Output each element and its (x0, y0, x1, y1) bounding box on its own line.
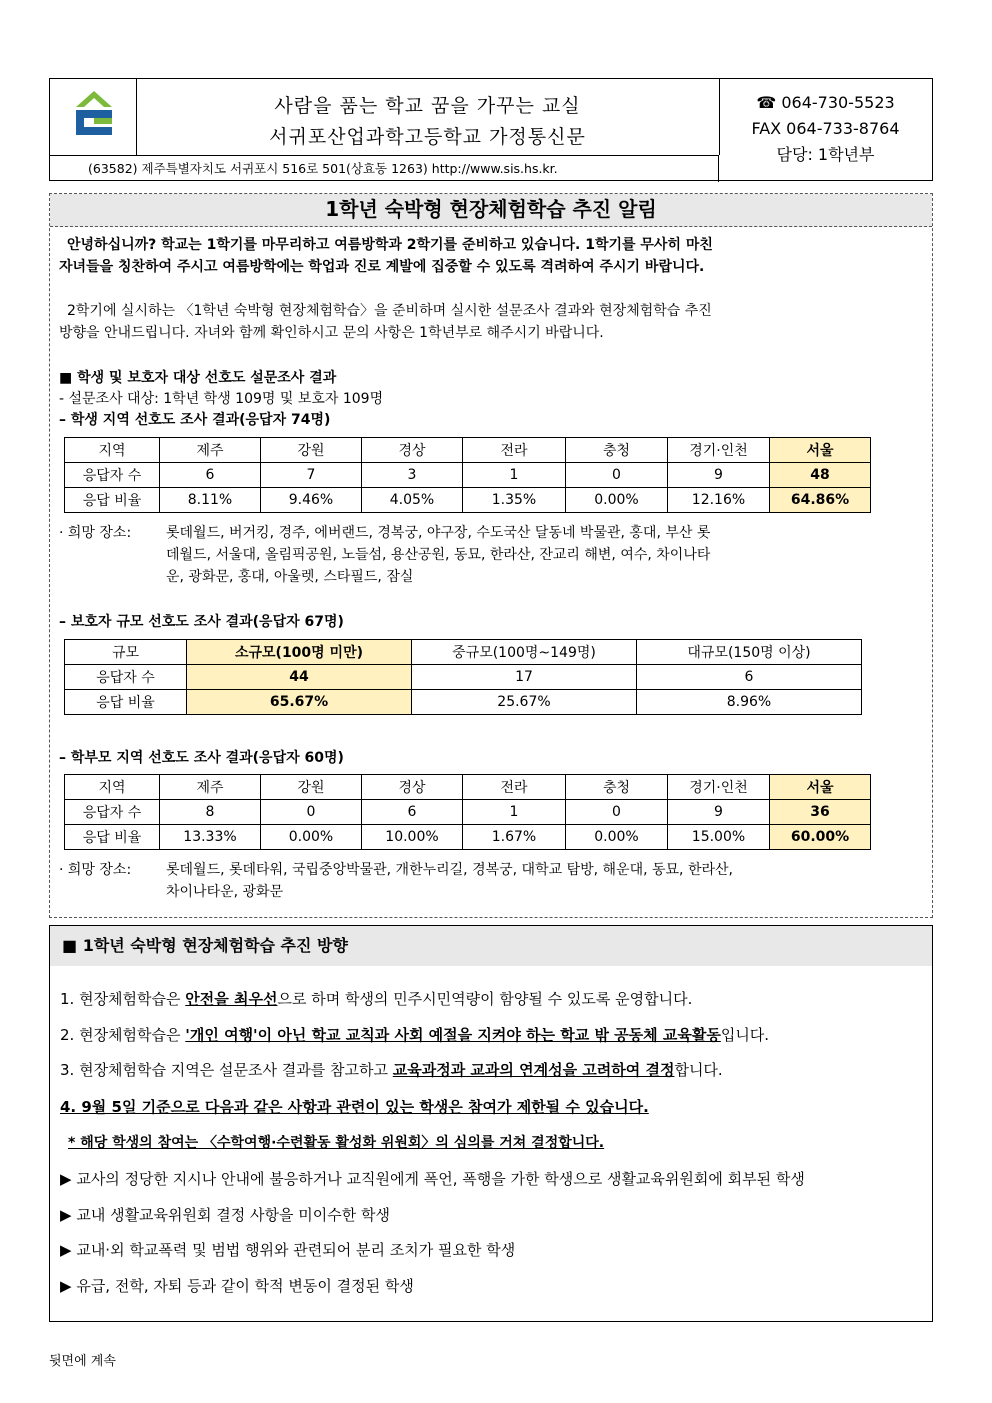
wish-label: · 희망 장소: (59, 525, 132, 541)
table-cell: 중규모(100명~149명) (412, 640, 637, 665)
intro-line: 방향을 안내드립니다. 자녀와 함께 확인하시고 문의 사항은 1학년부로 해주시기 바랍니다. (59, 325, 604, 341)
restriction-item (60, 1168, 805, 1189)
bullet-arrow-icon: ▶ (60, 1277, 72, 1295)
table-cell: 제주 (160, 438, 261, 463)
table-cell: 9 (668, 463, 770, 488)
table-row (65, 488, 871, 513)
table-cell: 응답 비율 (65, 825, 160, 850)
table-row (65, 438, 871, 463)
table-cell: 1.35% (463, 488, 566, 513)
table-cell: 9.46% (261, 488, 362, 513)
intro-line: 2학기에 실시하는 〈1학년 숙박형 현장체험학습〉을 준비하며 실시한 설문조사 결과와 현장체험학습 추진 (67, 303, 712, 319)
table-cell: 경상 (362, 438, 463, 463)
table-cell-highlight: 서울 (770, 438, 871, 463)
wish-places-line: 데월드, 서울대, 올림픽공원, 노들섬, 용산공원, 동묘, 한라산, 잔교리 해변, 여수, 차이나타 (166, 547, 711, 563)
survey-heading: ■ 학생 및 보호자 대상 선호도 설문조사 결과 (59, 370, 337, 386)
item-text: 2. 현장체험학습은 (60, 1026, 186, 1044)
intro-line: 자녀들을 칭찬하여 주시고 여름방학에는 학업과 진로 계발에 집중할 수 있도록 격려하여 주시기 바랍니다. (59, 259, 705, 275)
restriction-text: 교내 생활교육위원회 결정 사항을 미이수한 학생 (76, 1206, 390, 1224)
fax-number: FAX 064-733-8764 (751, 119, 900, 138)
school-address: (63582) 제주특별자치도 서귀포시 516로 501(상효동 1263) http://www.sis.hs.kr. (50, 155, 719, 182)
table-cell: 9 (668, 800, 770, 825)
table-cell: 전라 (463, 438, 566, 463)
table-row (65, 690, 862, 715)
direction-item-3 (60, 1059, 723, 1080)
table-cell: 0.00% (566, 488, 668, 513)
student-survey-heading: – 학생 지역 선호도 조사 결과(응답자 74명) (59, 412, 331, 428)
table-cell: 7 (261, 463, 362, 488)
table-cell: 1.67% (463, 825, 566, 850)
wish-places-line: 롯데월드, 버거킹, 경주, 에버랜드, 경복궁, 야구장, 수도국산 달동네 박물관, 홍대, 부산 롯 (166, 525, 711, 541)
table-cell: 응답자 수 (65, 463, 160, 488)
table-cell: 규모 (65, 640, 187, 665)
committee-note: * 해당 학생의 참여는 〈수학여행·수련활동 활성화 위원회〉의 심의를 거쳐 결정합니다. (68, 1135, 605, 1151)
table-row (65, 775, 871, 800)
item-text: 1. 현장체험학습은 (60, 990, 186, 1008)
table-cell: 경상 (362, 775, 463, 800)
contact-box (719, 79, 932, 182)
table-cell-highlight: 48 (770, 463, 871, 488)
parent-region-table (64, 774, 871, 850)
school-slogan: 사람을 품는 학교 꿈을 가꾸는 교실 (274, 95, 581, 117)
table-cell-highlight: 65.67% (187, 690, 412, 715)
table-cell: 경기·인천 (668, 775, 770, 800)
table-cell-highlight: 36 (770, 800, 871, 825)
table-cell: 1 (463, 463, 566, 488)
guardian-scale-heading: – 보호자 규모 선호도 조사 결과(응답자 67명) (59, 614, 344, 630)
item-text: 으로 하며 학생의 민주시민역량이 함양될 수 있도록 운영합니다. (277, 990, 693, 1008)
logo-area (50, 79, 137, 155)
table-cell: 3 (362, 463, 463, 488)
table-cell: 지역 (65, 438, 160, 463)
direction-item-4: 4. 9월 5일 기준으로 다음과 같은 사항과 관련이 있는 학생은 참여가 제한될 수 있습니다. (60, 1098, 649, 1116)
bullet-arrow-icon: ▶ (60, 1170, 72, 1188)
table-cell: 8.11% (160, 488, 261, 513)
newsletter-header (49, 78, 933, 181)
table-cell: 13.33% (160, 825, 261, 850)
intro-line: 안녕하십니까? 학교는 1학기를 마무리하고 여름방학과 2학기를 준비하고 있습니다. 1학기를 무사히 마친 (67, 237, 713, 253)
item-emphasis: 교육과정과 교과의 연계성을 고려하여 결정 (392, 1061, 675, 1079)
table-cell: 강원 (261, 438, 362, 463)
newsletter-title-box (136, 79, 720, 155)
table-cell: 8.96% (637, 690, 862, 715)
item-text: 입니다. (720, 1026, 770, 1044)
table-cell: 4.05% (362, 488, 463, 513)
table-cell: 응답 비율 (65, 690, 187, 715)
restriction-item (60, 1239, 515, 1260)
table-row (65, 800, 871, 825)
item-emphasis: '개인 여행'이 아닌 학교 교칙과 사회 예절을 지켜야 하는 학교 밖 공동체 교육활동 (185, 1026, 721, 1044)
table-cell: 응답자 수 (65, 800, 160, 825)
guardian-scale-table (64, 639, 862, 715)
item-text: 3. 현장체험학습 지역은 설문조사 결과를 참고하고 (60, 1061, 393, 1079)
table-row (65, 665, 862, 690)
student-region-table (64, 437, 871, 513)
table-cell-highlight: 44 (187, 665, 412, 690)
direction-item-1 (60, 988, 692, 1009)
table-cell: 지역 (65, 775, 160, 800)
wish-places-line: 롯데월드, 롯데타워, 국립중앙박물관, 개한누리길, 경복궁, 대학교 탐방, 해운대, 동묘, 한라산, (166, 862, 733, 878)
table-cell: 0 (566, 800, 668, 825)
table-cell: 6 (160, 463, 261, 488)
table-cell: 충청 (566, 438, 668, 463)
contact-person: 담당: 1학년부 (776, 145, 875, 164)
item-emphasis: 안전을 최우선 (185, 990, 278, 1008)
table-cell: 응답 비율 (65, 488, 160, 513)
table-cell: 제주 (160, 775, 261, 800)
table-cell: 8 (160, 800, 261, 825)
direction-heading: ■ 1학년 숙박형 현장체험학습 추진 방향 (50, 926, 932, 966)
continued-note: 뒷면에 계속 (49, 1354, 116, 1369)
restriction-item (60, 1275, 414, 1296)
table-cell: 경기·인천 (668, 438, 770, 463)
table-row (65, 640, 862, 665)
item-text: 합니다. (674, 1061, 723, 1079)
table-cell: 0 (261, 800, 362, 825)
bullet-arrow-icon: ▶ (60, 1206, 72, 1224)
direction-section (49, 925, 933, 1322)
table-cell-highlight: 60.00% (770, 825, 871, 850)
survey-target: - 설문조사 대상: 1학년 학생 109명 및 보호자 109명 (59, 391, 384, 407)
table-cell: 1 (463, 800, 566, 825)
table-cell: 충청 (566, 775, 668, 800)
school-logo (50, 79, 136, 155)
table-cell: 0 (566, 463, 668, 488)
table-cell: 10.00% (362, 825, 463, 850)
table-cell: 15.00% (668, 825, 770, 850)
wish-label: · 희망 장소: (59, 862, 132, 878)
wish-places-line: 차이나타운, 광화문 (166, 884, 284, 900)
table-cell: 25.67% (412, 690, 637, 715)
table-cell: 17 (412, 665, 637, 690)
wish-places-line: 운, 광화문, 홍대, 아울렛, 스타필드, 잠실 (166, 569, 414, 585)
table-cell: 전라 (463, 775, 566, 800)
table-cell: 0.00% (566, 825, 668, 850)
notice-title: 1학년 숙박형 현장체험학습 추진 알림 (50, 194, 932, 227)
direction-item-2 (60, 1024, 769, 1045)
restriction-text: 교사의 정당한 지시나 안내에 불응하거나 교직원에게 폭언, 폭행을 가한 학생으로 생활교육위원회에 회부된 학생 (76, 1170, 805, 1188)
notice-box (49, 193, 933, 918)
restriction-text: 교내·외 학교폭력 및 범법 행위와 관련되어 분리 조치가 필요한 학생 (76, 1241, 516, 1259)
table-cell-highlight: 서울 (770, 775, 871, 800)
table-row (65, 463, 871, 488)
table-cell-highlight: 64.86% (770, 488, 871, 513)
phone-number: ☎ 064-730-5523 (756, 93, 895, 112)
table-cell: 응답자 수 (65, 665, 187, 690)
table-cell: 6 (637, 665, 862, 690)
table-cell: 6 (362, 800, 463, 825)
newsletter-title: 서귀포산업과학고등학교 가정통신문 (269, 126, 586, 148)
table-cell: 0.00% (261, 825, 362, 850)
restriction-item (60, 1204, 390, 1225)
restriction-text: 유급, 전학, 자퇴 등과 같이 학적 변동이 결정된 학생 (76, 1277, 414, 1295)
bullet-arrow-icon: ▶ (60, 1241, 72, 1259)
table-cell: 12.16% (668, 488, 770, 513)
table-row (65, 825, 871, 850)
table-cell-highlight: 소규모(100명 미만) (187, 640, 412, 665)
table-cell: 강원 (261, 775, 362, 800)
table-cell: 대규모(150명 이상) (637, 640, 862, 665)
parent-survey-heading: – 학부모 지역 선호도 조사 결과(응답자 60명) (59, 750, 344, 766)
